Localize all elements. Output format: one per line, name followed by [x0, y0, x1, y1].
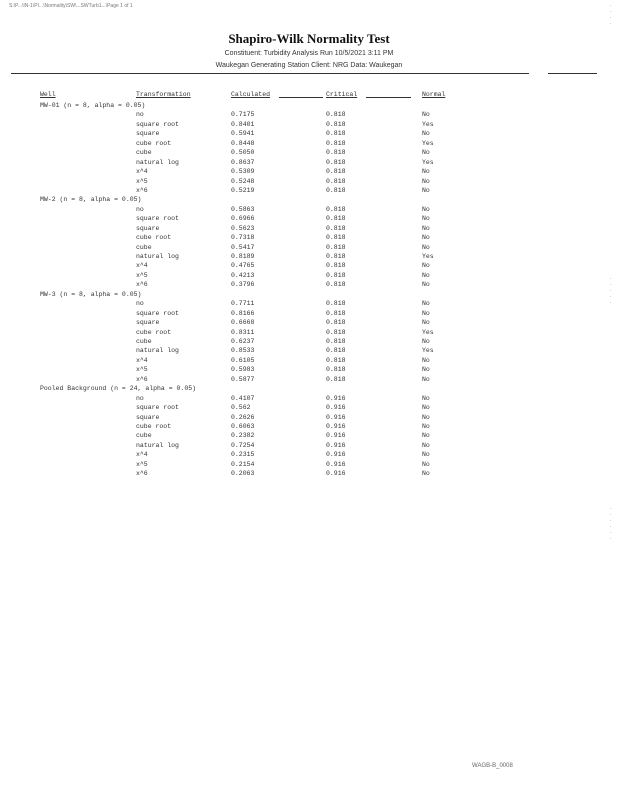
cell-normal: No — [422, 215, 430, 223]
cell-normal: No — [422, 186, 430, 194]
cell-calculated: 0.2154 — [231, 460, 255, 468]
cell-normal: Yes — [422, 158, 434, 166]
cell-transformation: natural log — [136, 253, 179, 261]
cell-calculated: 0.8637 — [231, 158, 255, 166]
footer-code: WAGB-B_0008 — [472, 763, 513, 769]
cell-critical: 0.916 — [326, 460, 346, 468]
cell-critical: 0.818 — [326, 271, 346, 279]
cell-transformation: cube root — [136, 234, 172, 242]
cell-transformation: square — [136, 130, 160, 138]
cell-normal: No — [422, 281, 430, 289]
cell-calculated: 0.7711 — [231, 300, 255, 308]
cell-transformation: square root — [136, 120, 179, 128]
cell-calculated: 0.5863 — [231, 205, 255, 213]
cell-transformation: x^5 — [136, 460, 148, 468]
cell-critical: 0.818 — [326, 366, 346, 374]
group-label: MW-2 (n = 8, alpha = 0.05) — [40, 196, 142, 204]
cell-critical: 0.818 — [326, 375, 346, 383]
cell-normal: No — [422, 404, 430, 412]
cell-calculated: 0.5309 — [231, 168, 255, 176]
col-head-well: Well — [40, 91, 56, 98]
margin-marks-top: . . . . — [610, 2, 612, 26]
cell-normal: No — [422, 243, 430, 251]
cell-calculated: 0.562 — [231, 404, 251, 412]
cell-normal: No — [422, 356, 430, 364]
cell-critical: 0.818 — [326, 139, 346, 147]
cell-critical: 0.818 — [326, 356, 346, 364]
cell-critical: 0.818 — [326, 309, 346, 317]
col-head-gap-2 — [366, 97, 411, 98]
cell-calculated: 0.8533 — [231, 347, 255, 355]
cell-critical: 0.818 — [326, 224, 346, 232]
margin-marks-mid: . . . . . — [610, 275, 612, 305]
cell-transformation: x^5 — [136, 366, 148, 374]
cell-critical: 0.818 — [326, 281, 346, 289]
cell-critical: 0.916 — [326, 432, 346, 440]
cell-normal: No — [422, 394, 430, 402]
cell-critical: 0.916 — [326, 422, 346, 430]
cell-normal: No — [422, 205, 430, 213]
cell-critical: 0.916 — [326, 394, 346, 402]
report-title: Shapiro-Wilk Normality Test — [228, 31, 390, 46]
col-head-calculated: Calculated — [231, 91, 271, 98]
cell-transformation: no — [136, 394, 144, 402]
cell-transformation: no — [136, 111, 144, 119]
cell-calculated: 0.8401 — [231, 120, 255, 128]
cell-calculated: 0.4107 — [231, 394, 255, 402]
cell-normal: No — [422, 413, 430, 421]
cell-calculated: 0.3796 — [231, 281, 255, 289]
cell-normal: No — [422, 111, 430, 119]
cell-critical: 0.916 — [326, 413, 346, 421]
cell-calculated: 0.5248 — [231, 177, 255, 185]
cell-critical: 0.818 — [326, 243, 346, 251]
cell-normal: No — [422, 451, 430, 459]
cell-transformation: x^4 — [136, 451, 148, 459]
cell-calculated: 0.7175 — [231, 111, 255, 119]
cell-critical: 0.818 — [326, 300, 346, 308]
cell-calculated: 0.2063 — [231, 470, 255, 478]
cell-calculated: 0.2382 — [231, 432, 255, 440]
cell-transformation: square root — [136, 309, 179, 317]
group-label: Pooled Background (n = 24, alpha = 0.05) — [40, 385, 197, 393]
cell-critical: 0.818 — [326, 177, 346, 185]
cell-calculated: 0.5417 — [231, 243, 255, 251]
cell-transformation: cube root — [136, 328, 172, 336]
col-head-normal: Normal — [422, 91, 446, 98]
cell-transformation: x^6 — [136, 470, 148, 478]
cell-critical: 0.818 — [326, 111, 346, 119]
cell-critical: 0.916 — [326, 451, 346, 459]
cell-normal: No — [422, 460, 430, 468]
cell-transformation: cube — [136, 149, 152, 157]
cell-normal: No — [422, 300, 430, 308]
cell-normal: No — [422, 338, 430, 345]
cell-transformation: x^4 — [136, 168, 148, 176]
cell-critical: 0.818 — [326, 120, 346, 128]
cell-calculated: 0.5983 — [231, 366, 255, 374]
header-rule — [11, 73, 529, 74]
cell-critical: 0.818 — [326, 262, 346, 270]
cell-critical: 0.916 — [326, 441, 346, 449]
cell-normal: Yes — [422, 120, 434, 128]
cell-transformation: x^5 — [136, 177, 148, 185]
header-rule-right — [548, 73, 597, 74]
cell-transformation: cube root — [136, 139, 172, 147]
cell-transformation: x^6 — [136, 375, 148, 383]
cell-calculated: 0.5050 — [231, 149, 255, 157]
cell-transformation: natural log — [136, 441, 179, 449]
cell-normal: No — [422, 375, 430, 383]
cell-transformation: square — [136, 319, 160, 327]
cell-critical: 0.818 — [326, 130, 346, 138]
group-label: MW-3 (n = 8, alpha = 0.05) — [40, 290, 142, 298]
col-head-critical: Critical — [326, 91, 358, 98]
col-head-transformation: Transformation — [136, 91, 191, 98]
cell-calculated: 0.6966 — [231, 215, 255, 223]
cell-calculated: 0.8166 — [231, 309, 255, 317]
cell-normal: No — [422, 422, 430, 430]
cell-normal: No — [422, 470, 430, 478]
cell-normal: No — [422, 177, 430, 185]
cell-normal: Yes — [422, 139, 434, 147]
cell-transformation: cube — [136, 338, 152, 345]
cell-normal: No — [422, 262, 430, 270]
cell-critical: 0.818 — [326, 328, 346, 336]
cell-critical: 0.818 — [326, 253, 346, 261]
cell-normal: No — [422, 168, 430, 176]
cell-transformation: natural log — [136, 158, 179, 166]
cell-normal: No — [422, 130, 430, 138]
cell-calculated: 0.2626 — [231, 413, 255, 421]
cell-normal: No — [422, 366, 430, 374]
cell-calculated: 0.8189 — [231, 253, 255, 261]
cell-calculated: 0.8448 — [231, 139, 255, 147]
cell-transformation: cube — [136, 243, 152, 251]
cell-transformation: no — [136, 205, 144, 213]
col-head-gap-1 — [279, 97, 323, 98]
cell-transformation: cube root — [136, 422, 172, 430]
cell-normal: No — [422, 149, 430, 157]
cell-transformation: x^4 — [136, 356, 148, 364]
cell-transformation: square root — [136, 215, 179, 223]
cell-calculated: 0.5623 — [231, 224, 255, 232]
cell-critical: 0.818 — [326, 186, 346, 194]
cell-critical: 0.818 — [326, 149, 346, 157]
header-path: S:\P...\IN-1\PI...\Normality\SW\...SWTurb1...\Page 1 of 1 — [9, 3, 133, 9]
group-label: MW-01 (n = 8, alpha = 0.05) — [40, 102, 146, 109]
cell-transformation: x^5 — [136, 271, 148, 279]
cell-calculated: 0.6063 — [231, 422, 255, 430]
cell-transformation: no — [136, 300, 144, 308]
cell-transformation: x^6 — [136, 281, 148, 289]
report-subtitle-1: Constituent: Turbidity Analysis Run 10/5/2021 3:11 PM — [224, 50, 394, 57]
cell-normal: Yes — [422, 347, 434, 355]
cell-normal: No — [422, 441, 430, 449]
cell-transformation: x^6 — [136, 186, 148, 194]
cell-critical: 0.818 — [326, 215, 346, 223]
cell-critical: 0.818 — [326, 347, 346, 355]
cell-calculated: 0.4213 — [231, 271, 255, 279]
cell-transformation: square root — [136, 404, 179, 412]
cell-calculated: 0.7254 — [231, 441, 255, 449]
cell-calculated: 0.4765 — [231, 262, 255, 270]
cell-calculated: 0.5877 — [231, 375, 255, 383]
cell-normal: Yes — [422, 253, 434, 261]
cell-transformation: square — [136, 413, 160, 421]
cell-normal: No — [422, 271, 430, 279]
cell-calculated: 0.6668 — [231, 319, 255, 327]
cell-transformation: square — [136, 224, 160, 232]
cell-critical: 0.818 — [326, 205, 346, 213]
cell-normal: No — [422, 224, 430, 232]
cell-critical: 0.818 — [326, 168, 346, 176]
cell-calculated: 0.5941 — [231, 130, 255, 138]
margin-marks-bottom: . . . . . . — [610, 505, 612, 541]
report-subtitle-2: Waukegan Generating Station Client: NRG Data: Waukegan — [215, 62, 403, 69]
cell-transformation: natural log — [136, 347, 179, 355]
cell-calculated: 0.7318 — [231, 234, 255, 242]
cell-calculated: 0.5219 — [231, 186, 255, 194]
cell-critical: 0.916 — [326, 404, 346, 412]
cell-normal: No — [422, 432, 430, 440]
cell-normal: No — [422, 319, 430, 327]
cell-transformation: x^4 — [136, 262, 148, 270]
cell-critical: 0.818 — [326, 158, 346, 166]
cell-transformation: cube — [136, 432, 152, 440]
cell-calculated: 0.2315 — [231, 451, 255, 459]
cell-critical: 0.818 — [326, 338, 346, 345]
cell-normal: No — [422, 234, 430, 242]
cell-critical: 0.818 — [326, 319, 346, 327]
cell-calculated: 0.6105 — [231, 356, 255, 364]
cell-normal: Yes — [422, 328, 434, 336]
cell-normal: No — [422, 309, 430, 317]
cell-calculated: 0.8311 — [231, 328, 255, 336]
cell-critical: 0.818 — [326, 234, 346, 242]
cell-calculated: 0.6237 — [231, 338, 255, 345]
cell-critical: 0.916 — [326, 470, 346, 478]
